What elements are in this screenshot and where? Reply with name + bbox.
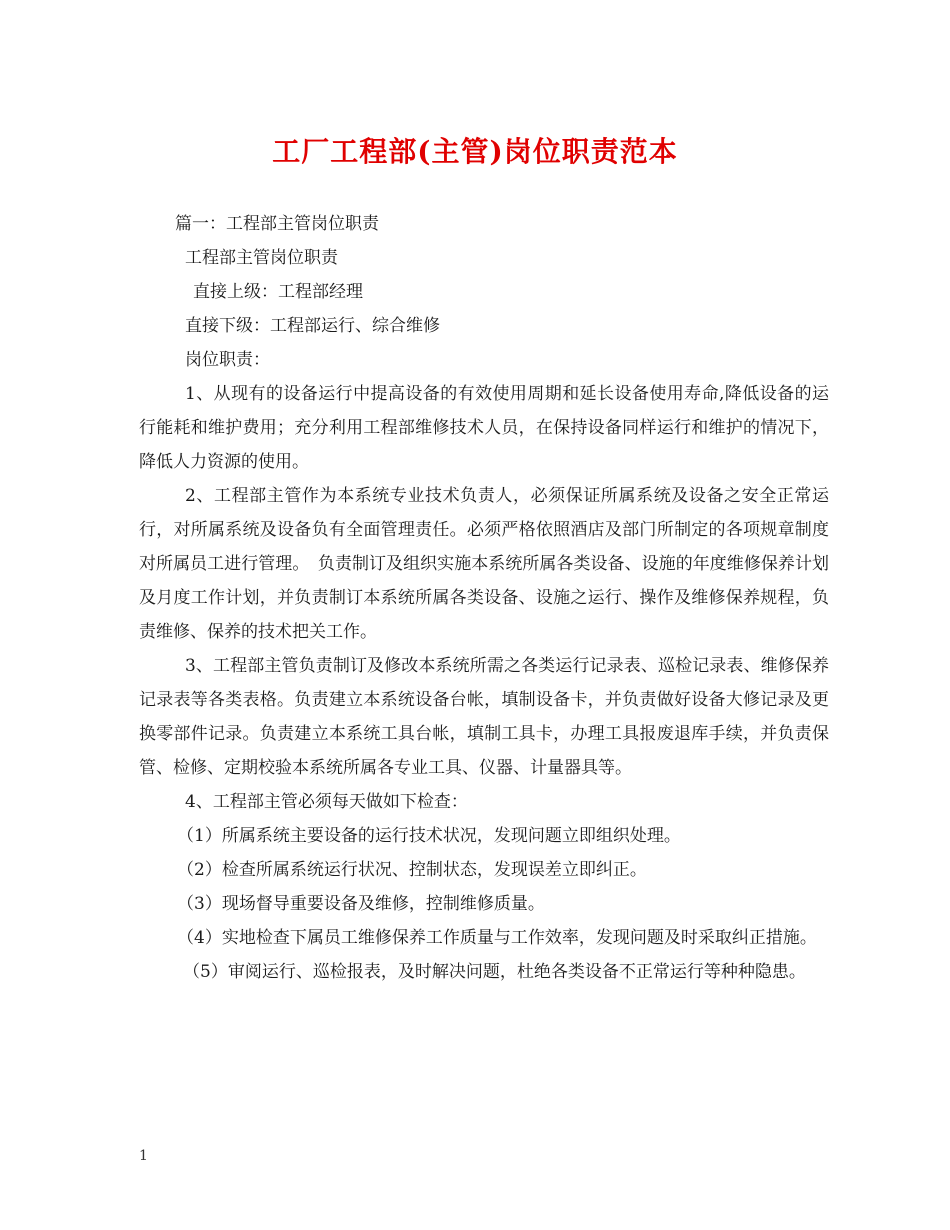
- check-item-3: （3）现场督导重要设备及维修，控制维修质量。: [177, 894, 545, 914]
- check-item-4: （4）实地检查下属员工维修保养工作质量与工作效率，发现问题及时采取纠正措施。: [177, 928, 817, 948]
- check-item-1: （1）所属系统主要设备的运行技术状况，发现问题立即组织处理。: [177, 826, 681, 846]
- check-item-5: （5）审阅运行、巡检报表，及时解决问题，杜绝各类设备不正常运行等种种隐患。: [183, 962, 806, 982]
- direct-subordinate: 直接下级：工程部运行、综合维修: [185, 316, 440, 336]
- check-item-2: （2）检查所属系统运行状况、控制状态，发现误差立即纠正。: [177, 860, 647, 880]
- duty-paragraph-1: 1、从现有的设备运行中提高设备的有效使用周期和延长设备使用寿命,降低设备的运行能耗和维护费用；充分利用工程部维修技术人员，在保持设备同样运行和维护的情况下，降低人力资源的使用。: [139, 384, 829, 472]
- duties-label: 岗位职责：: [185, 350, 270, 370]
- document-title: 工厂工程部(主管)岗位职责范本: [272, 135, 678, 168]
- section-heading: 篇一：工程部主管岗位职责: [175, 214, 379, 234]
- subheading: 工程部主管岗位职责: [185, 248, 338, 268]
- document-body: [139, 207, 829, 989]
- page-number: 1: [139, 1148, 148, 1164]
- duty-paragraph-4: 4、工程部主管必须每天做如下检查：: [185, 792, 468, 812]
- duty-paragraph-3: 3、工程部主管负责制订及修改本系统所需之各类运行记录表、巡检记录表、维修保养记录表等各类表格。负责建立本系统设备台帐，填制设备卡，并负责做好设备大修记录及更换零部件记录。负责建立本系统工具台帐，填制工具卡，办理工具报废退库手续，并负责保管、检修、定期校验本系统所属各专业工具、仪器、计量器具等。: [139, 656, 829, 778]
- duty-paragraph-2: 2、工程部主管作为本系统专业技术负责人，必须保证所属系统及设备之安全正常运行，对所属系统及设备负有全面管理责任。必须严格依照酒店及部门所制定的各项规章制度对所属员工进行管理。 负责制订及组织实施本系统所属各类设备、设施的年度维修保养计划及月度工作计划，并负责制订本系统所属各类设备、设施之运行、操作及维修保养规程，负责维修、保养的技术把关工作。: [139, 486, 829, 642]
- direct-superior: 直接上级：工程部经理: [193, 282, 363, 302]
